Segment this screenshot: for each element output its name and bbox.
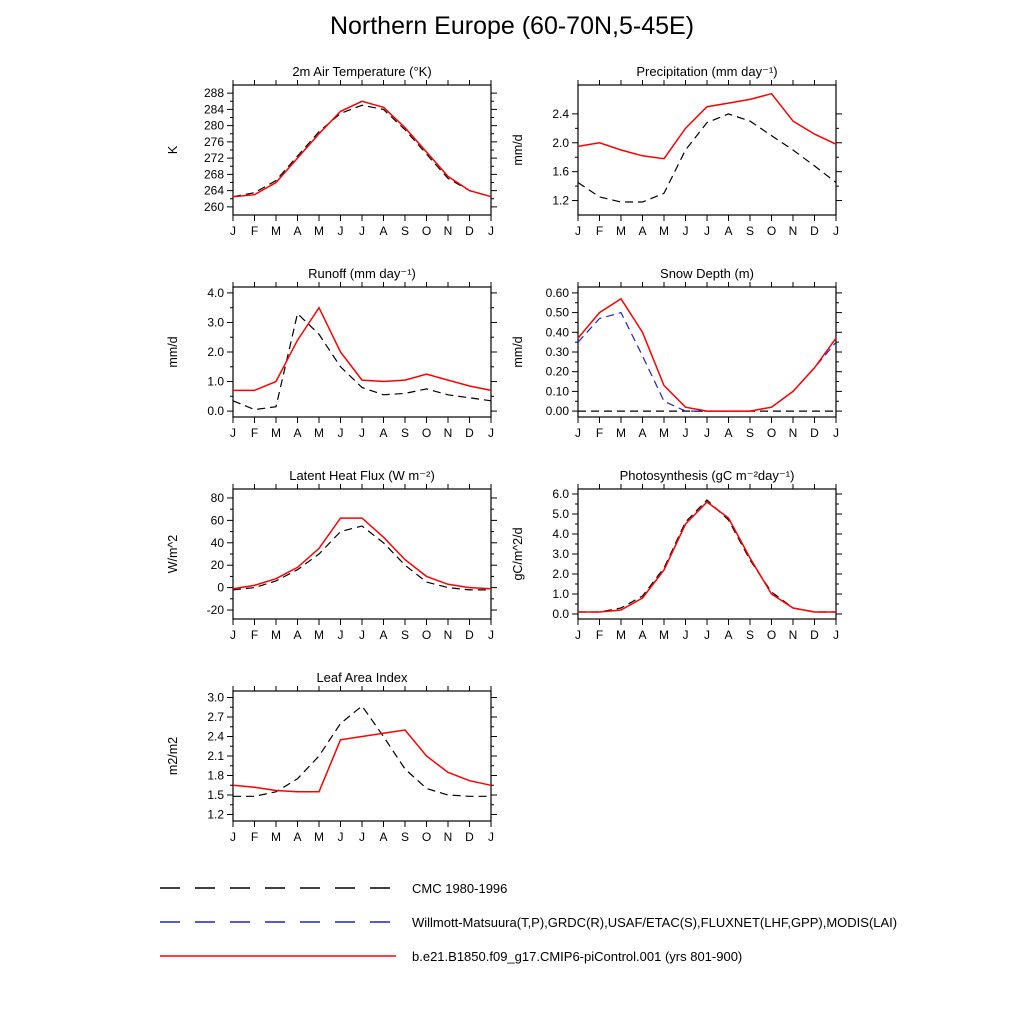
x-tick-label: M [271, 426, 281, 440]
y-tick-label: 6.0 [552, 487, 569, 501]
y-tick-label: 0.10 [545, 384, 569, 399]
y-tick-label: 1.0 [552, 587, 569, 601]
chart-canvas-photosynthesis [504, 465, 850, 671]
x-tick-label: A [293, 426, 302, 440]
x-tick-label: A [379, 628, 388, 642]
legend-label: Willmott-Matsuura(T,P),GRDC(R),USAF/ETAC(S),FLUXNET(LHF,GPP),MODIS(LAI) [412, 914, 898, 930]
x-tick-label: F [250, 830, 259, 844]
x-tick-label: J [337, 426, 344, 440]
x-tick-label: A [293, 628, 302, 642]
x-tick-label: A [293, 224, 302, 238]
x-tick-label: A [293, 830, 302, 844]
x-tick-label: F [595, 628, 604, 642]
x-tick-label: M [616, 426, 626, 440]
x-tick-label: M [314, 224, 324, 238]
dashed-line-sample-blue [158, 915, 398, 929]
x-tick-label: J [575, 426, 581, 440]
x-tick-label: F [595, 224, 604, 238]
x-tick-label: J [488, 830, 494, 844]
y-tick-label: 0.20 [545, 364, 569, 379]
chart-latent-heat-flux [159, 465, 505, 671]
chart-snow-depth [504, 263, 850, 469]
panel-title: Photosynthesis (gC m⁻²day⁻¹) [619, 468, 795, 483]
x-tick-label: M [659, 628, 669, 642]
y-axis-label: K [166, 145, 180, 155]
x-tick-label: D [810, 628, 819, 642]
y-tick-label: 260 [203, 199, 224, 214]
x-tick-label: J [230, 426, 236, 440]
x-tick-label: N [788, 224, 798, 238]
chart-leaf-area-index [159, 667, 505, 873]
solid-line-sample-red [158, 949, 398, 963]
x-tick-label: J [488, 426, 494, 440]
x-tick-label: S [745, 426, 755, 440]
y-tick-label: 2.7 [207, 710, 224, 724]
y-tick-label: 272 [203, 151, 224, 166]
y-axis-label: mm/d [511, 336, 525, 368]
chart-precipitation [504, 61, 850, 267]
chart-runoff [159, 263, 505, 469]
x-tick-label: J [337, 224, 344, 238]
y-axis-label: mm/d [511, 134, 525, 166]
x-tick-label: A [379, 224, 388, 238]
y-tick-label: 0.60 [545, 285, 569, 300]
x-tick-label: D [465, 224, 474, 238]
y-tick-label: 4.0 [207, 285, 224, 300]
y-tick-label: 1.2 [207, 807, 224, 822]
x-tick-label: J [359, 426, 365, 440]
x-tick-label: M [271, 628, 281, 642]
x-tick-label: F [250, 224, 259, 238]
x-tick-label: N [443, 830, 453, 844]
legend-sample-line [158, 881, 398, 895]
x-tick-label: N [443, 224, 453, 238]
series-line [578, 299, 836, 411]
legend-sample-line [158, 949, 398, 963]
y-tick-label: 2.4 [552, 106, 569, 121]
dashed-line-sample-black [158, 881, 398, 895]
x-tick-label: S [400, 224, 410, 238]
x-tick-label: A [638, 628, 647, 642]
y-tick-label: 1.5 [207, 788, 224, 802]
y-tick-label: 0.50 [545, 305, 569, 320]
y-tick-label: 4.0 [552, 527, 569, 541]
x-tick-label: J [833, 426, 839, 440]
y-tick-label: 60 [210, 513, 224, 528]
y-tick-label: 0.0 [552, 607, 569, 621]
x-tick-label: J [359, 224, 365, 238]
y-tick-label: 3.0 [207, 315, 224, 330]
legend [158, 871, 897, 973]
series-line [233, 730, 491, 792]
series-line [233, 105, 491, 196]
panel-title: Latent Heat Flux (W m⁻²) [289, 468, 435, 483]
y-tick-label: 40 [210, 535, 224, 550]
chart-canvas-air-temperature [159, 61, 505, 267]
x-tick-label: S [400, 426, 410, 440]
x-tick-label: N [443, 426, 453, 440]
x-tick-label: J [488, 224, 494, 238]
series-line [578, 94, 836, 159]
x-tick-label: A [638, 224, 647, 238]
x-tick-label: M [616, 628, 626, 642]
x-tick-label: D [810, 224, 819, 238]
series-line [233, 308, 491, 391]
x-tick-label: J [359, 628, 365, 642]
x-tick-label: O [766, 628, 777, 642]
x-tick-label: J [704, 628, 710, 642]
y-tick-label: 268 [203, 167, 224, 182]
x-tick-label: M [616, 224, 626, 238]
y-tick-label: 280 [203, 118, 224, 133]
chart-canvas-latent-heat-flux [159, 465, 505, 671]
chart-canvas-snow-depth [504, 263, 850, 469]
series-line [578, 502, 836, 612]
x-tick-label: A [724, 224, 733, 238]
series-line [233, 706, 491, 796]
x-tick-label: M [314, 628, 324, 642]
y-tick-label: 1.8 [207, 768, 224, 783]
x-tick-label: F [250, 628, 259, 642]
y-tick-label: 284 [203, 102, 224, 117]
series-line [233, 518, 491, 589]
y-tick-label: 2.1 [207, 749, 224, 763]
x-tick-label: S [745, 224, 755, 238]
x-tick-label: J [359, 830, 365, 844]
x-tick-label: N [443, 628, 453, 642]
y-tick-label: 0.40 [545, 325, 569, 340]
x-tick-label: O [421, 830, 432, 844]
x-tick-label: O [421, 628, 432, 642]
chart-canvas-leaf-area-index [159, 667, 505, 873]
y-tick-label: 2.0 [552, 135, 569, 150]
y-axis-label: mm/d [166, 336, 180, 368]
x-tick-label: J [833, 224, 839, 238]
x-tick-label: N [788, 628, 798, 642]
x-tick-label: J [337, 830, 344, 844]
x-tick-label: J [488, 628, 494, 642]
y-tick-label: -20 [206, 603, 224, 618]
x-tick-label: M [271, 830, 281, 844]
x-tick-label: A [724, 628, 733, 642]
x-tick-label: J [337, 628, 344, 642]
x-tick-label: S [745, 628, 755, 642]
x-tick-label: M [659, 224, 669, 238]
x-tick-label: O [766, 224, 777, 238]
y-tick-label: 1.6 [552, 164, 569, 179]
y-tick-label: 1.0 [207, 374, 224, 389]
x-tick-label: N [788, 426, 798, 440]
y-tick-label: 20 [210, 558, 224, 573]
panel-title: Runoff (mm day⁻¹) [308, 266, 416, 281]
legend-item-obs [158, 905, 897, 939]
x-tick-label: M [314, 426, 324, 440]
legend-label: CMC 1980-1996 [412, 880, 508, 896]
panel-title: Precipitation (mm day⁻¹) [636, 64, 778, 79]
x-tick-label: A [638, 426, 647, 440]
x-tick-label: M [314, 830, 324, 844]
y-tick-label: 2.4 [207, 729, 224, 744]
y-tick-label: 2.0 [552, 567, 569, 581]
chart-photosynthesis [504, 465, 850, 671]
y-tick-label: 0.30 [545, 345, 569, 359]
x-tick-label: F [250, 426, 259, 440]
y-tick-label: 5.0 [552, 507, 569, 521]
x-tick-label: D [810, 426, 819, 440]
x-tick-label: M [271, 224, 281, 238]
panel-title: Leaf Area Index [316, 670, 408, 685]
x-tick-label: F [595, 426, 604, 440]
x-tick-label: D [465, 628, 474, 642]
y-tick-label: 0.0 [207, 404, 224, 419]
chart-canvas-runoff [159, 263, 505, 469]
y-tick-label: 264 [203, 183, 224, 198]
panel-title: 2m Air Temperature (°K) [292, 64, 432, 79]
legend-item-model [158, 939, 897, 973]
x-tick-label: M [659, 426, 669, 440]
series-line [233, 314, 491, 410]
y-axis-label: W/m^2 [166, 534, 180, 574]
x-tick-label: J [575, 224, 581, 238]
y-tick-label: 0.00 [545, 404, 569, 419]
x-tick-label: D [465, 830, 474, 844]
y-tick-label: 80 [210, 490, 224, 505]
x-tick-label: J [230, 224, 236, 238]
x-tick-label: J [704, 224, 710, 238]
x-tick-label: J [230, 628, 236, 642]
series-line [578, 114, 836, 202]
y-tick-label: 3.0 [207, 690, 224, 705]
y-tick-label: 2.0 [207, 345, 224, 359]
y-tick-label: 0 [217, 580, 224, 595]
x-tick-label: J [682, 628, 689, 642]
legend-sample-line [158, 915, 398, 929]
y-axis-label: gC/m^2/d [511, 527, 525, 581]
series-line [578, 500, 836, 612]
x-tick-label: J [704, 426, 710, 440]
x-tick-label: O [421, 224, 432, 238]
y-axis-label: m2/m2 [166, 736, 180, 776]
x-tick-label: J [833, 628, 839, 642]
y-tick-label: 276 [203, 134, 224, 149]
x-tick-label: A [379, 830, 388, 844]
chart-2m-air-temperature [159, 61, 505, 267]
x-tick-label: J [230, 830, 236, 844]
x-tick-label: S [400, 628, 410, 642]
x-tick-label: D [465, 426, 474, 440]
x-tick-label: S [400, 830, 410, 844]
x-tick-label: J [575, 628, 581, 642]
panel-title: Snow Depth (m) [660, 266, 754, 281]
chart-canvas-precipitation [504, 61, 850, 267]
x-tick-label: J [682, 426, 689, 440]
x-tick-label: O [421, 426, 432, 440]
page-title: Northern Europe (60-70N,5-45E) [329, 12, 695, 40]
series-line [578, 313, 836, 412]
y-tick-label: 288 [203, 86, 224, 101]
legend-item-cmc [158, 871, 897, 905]
x-tick-label: J [682, 224, 689, 238]
x-tick-label: O [766, 426, 777, 440]
x-tick-label: A [379, 426, 388, 440]
legend-label: b.e21.B1850.f09_g17.CMIP6-piControl.001 (yrs 801-900) [412, 948, 743, 964]
x-tick-label: A [724, 426, 733, 440]
y-tick-label: 3.0 [552, 547, 569, 561]
y-tick-label: 1.2 [552, 193, 569, 208]
